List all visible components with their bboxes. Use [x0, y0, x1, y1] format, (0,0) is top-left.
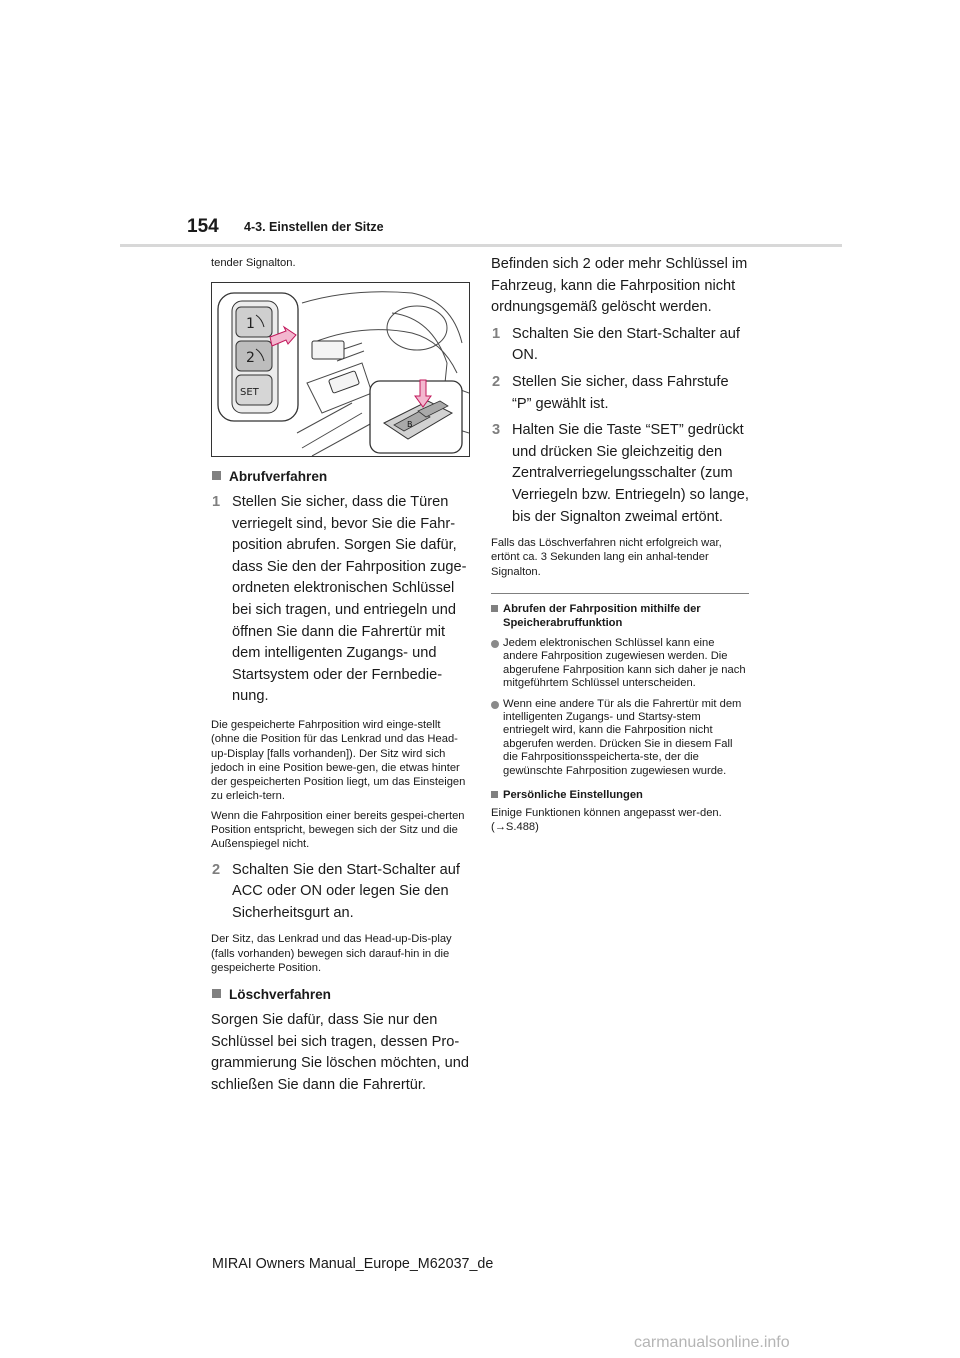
- loesch-text: Sorgen Sie dafür, dass Sie nur den Schlüssel bei sich tragen, dessen Pro-grammierung Sie löschen möchten, und schließen Sie dann die Fahrertür.: [211, 1012, 469, 1094]
- memory-buttons-inset: [218, 293, 298, 421]
- right-intro-text: Befinden sich 2 oder mehr Schlüssel im Fahrzeug, kann die Fahrposition nicht ordnungsgemäß gelöscht werden.: [491, 256, 748, 316]
- square-bullet-icon: [212, 989, 221, 998]
- loesch-heading-text: Löschverfahren: [229, 987, 331, 1003]
- footer-manual-name: MIRAI Owners Manual_Europe_M62037_de: [212, 1256, 494, 1272]
- memory-heading: [491, 602, 749, 630]
- step-text: Stellen Sie sicher, dass Fahrstufe “P” gewählt ist.: [512, 373, 729, 412]
- step-number: 2: [492, 373, 501, 390]
- round-bullet-icon: [491, 701, 499, 709]
- memory-button-figure: [211, 282, 470, 457]
- door-lock-inset: [370, 380, 462, 453]
- personal-heading: [491, 788, 749, 802]
- fail-note: Falls das Löschverfahren nicht erfolgreich war, ertönt ca. 3 Sekunden lang ein anhal-tender Signalton.: [491, 537, 722, 578]
- memory-bullet-2: [491, 698, 749, 778]
- lock-label: B: [407, 420, 413, 429]
- loesch-step-3: [491, 420, 749, 528]
- right-column: [491, 254, 749, 840]
- step-text: Schalten Sie den Start-Schalter auf ON.: [512, 325, 740, 364]
- section-title: 4-3. Einstellen der Sitze: [244, 220, 384, 234]
- section-divider: [491, 593, 749, 594]
- personal-text: Einige Funktionen können angepasst wer-den. (→S.488): [491, 807, 722, 834]
- memory-heading-text: Abrufen der Fahrposition mithilfe der Speicherabruffunktion: [503, 603, 701, 630]
- bullet-text: Jedem elektronischen Schlüssel kann eine andere Fahrposition zugewiesen werden. Die abgerufene Fahrposition kann sich daher je nach mitgeführtem Schlüssel unterscheiden.: [503, 637, 746, 690]
- step-text: Schalten Sie den Start-Schalter auf ACC oder ON oder legen Sie den Sicherheitsgurt an.: [232, 861, 460, 921]
- square-bullet-icon: [491, 791, 498, 798]
- figure-illustration: [212, 283, 469, 456]
- loesch-step-1: [491, 324, 749, 367]
- bullet-text: Wenn eine andere Tür als die Fahrertür mit dem intelligenten Zugangs- und Startsy-stem entriegelt wird, kann die Fahrposition nicht abgerufen werden. Drücken Sie in diesem Fall die Fahrpositionsspeicherta-ste, der die gewünschte Fahrposition zugewiesen wurde.: [503, 697, 742, 777]
- step-text: Halten Sie die Taste “SET” gedrückt und drücken Sie gleichzeitig den Zentralverriegelungsschalter (zum Verriegeln bzw. Entriegeln) so lange, bis der Signalton zweimal ertönt.: [512, 422, 749, 525]
- page-number: 154: [187, 216, 219, 237]
- step-number: 2: [212, 861, 221, 878]
- header-rule: [120, 244, 842, 247]
- personal-heading-text: Persönliche Einstellungen: [503, 789, 643, 802]
- memory-bullet-1: [491, 637, 749, 691]
- abruf-step-2: [211, 860, 469, 925]
- step-text: Stellen Sie sicher, dass die Türen verriegelt sind, bevor Sie die Fahr-position abrufen. Sorgen Sie dafür, dass Sie den der Fahrposition zuge-ordneten elektronischen Schlüssel bei sich tragen, und entriegeln und öffnen Sie dann die Fahrertür mit dem intelligenten Zugangs- und Startsystem oder der Fernbedie-nung.: [232, 494, 467, 705]
- note-text: Wenn die Fahrposition einer bereits gespei-cherten Position entspricht, bewegen sich der Sitz und die Außenspiegel nicht.: [211, 809, 465, 851]
- left-column: [211, 461, 469, 1097]
- step-number: 1: [492, 325, 501, 342]
- note-text: Der Sitz, das Lenkrad und das Head-up-Dis-play (falls vorhanden) bewegen sich darauf-hin in die gespeicherte Position.: [211, 933, 452, 974]
- square-bullet-icon: [491, 605, 498, 612]
- watermark: carmanualsonline.info: [634, 1334, 790, 1351]
- abruf-step-1: [211, 492, 469, 708]
- button-2-label: 2: [246, 350, 255, 366]
- step-number: 3: [492, 422, 501, 439]
- button-1-label: 1: [246, 316, 255, 332]
- left-intro-text: tender Signalton.: [211, 257, 296, 269]
- abruf-heading-text: Abrufverfahren: [229, 469, 328, 484]
- abruf-heading: [211, 467, 469, 486]
- step-number: 1: [212, 494, 221, 510]
- left-intro-block: [211, 256, 469, 275]
- loesch-heading: [211, 985, 469, 1004]
- loesch-step-2: [491, 372, 749, 415]
- note-text: Die gespeicherte Fahrposition wird einge-stellt (ohne die Position für das Lenkrad und das Head-up-Display [falls vorhanden]). Der Sitz wird sich jedoch in eine Position bewe-gen, die etwas hinter der gespeicherten Position liegt, um das Einsteigen zu erleich-tern.: [211, 718, 466, 803]
- button-set-label: SET: [240, 387, 259, 398]
- round-bullet-icon: [491, 640, 499, 648]
- square-bullet-icon: [212, 471, 221, 480]
